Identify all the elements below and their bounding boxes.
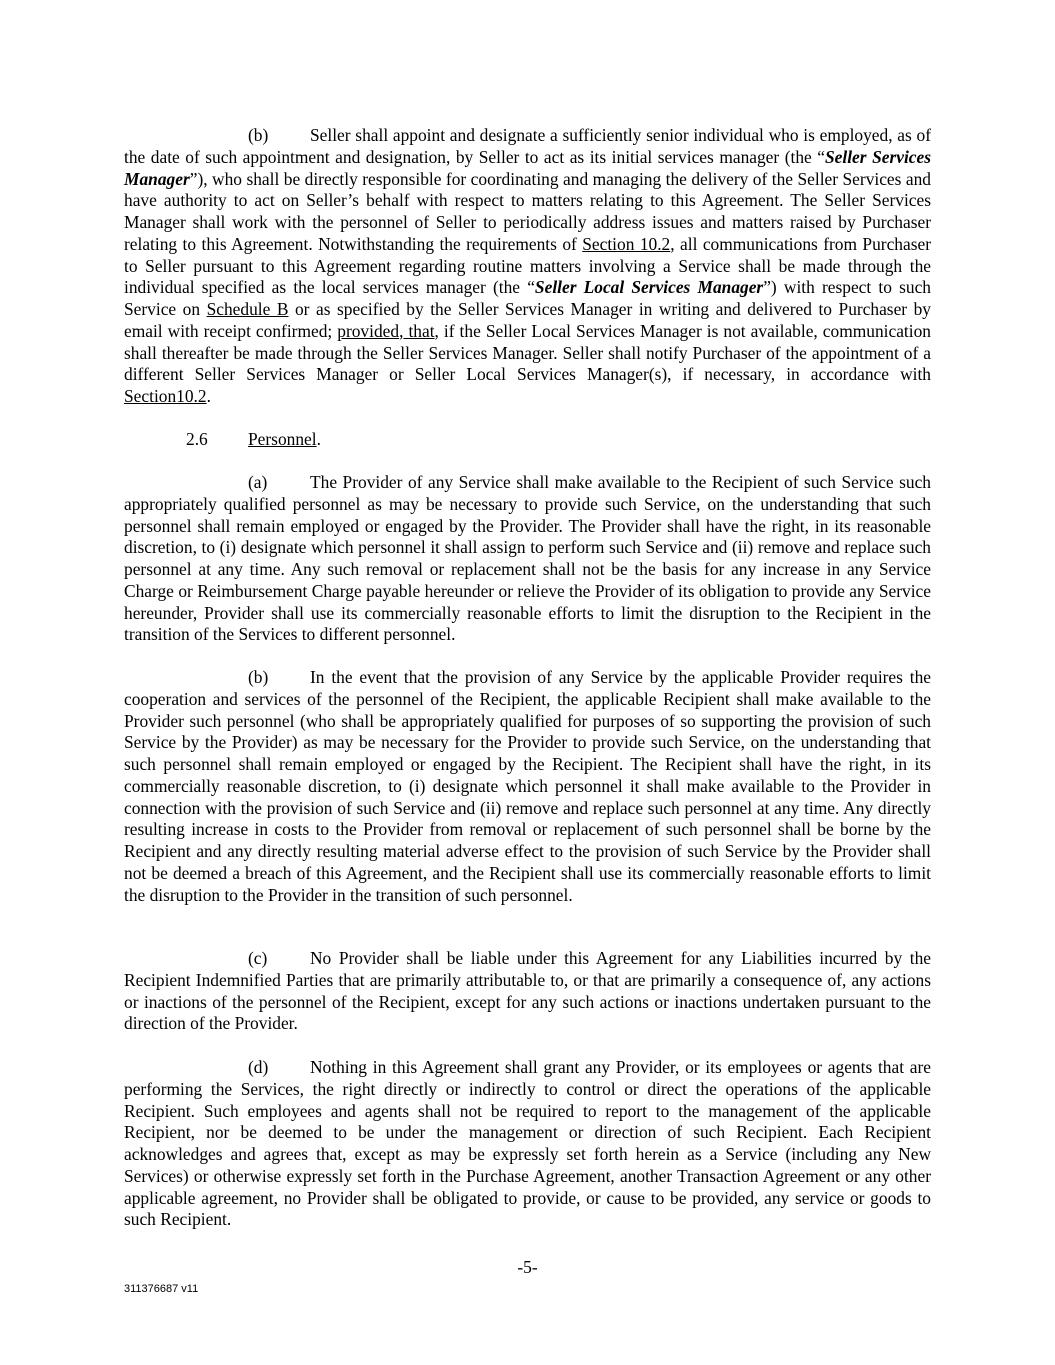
paragraph-text: The Provider of any Service shall make available to the Recipient of such Service such appropriately qualified personnel as may be necessary to provide such Service, on the understanding that such personnel shall remain employed or engaged by the Provider. The Provider shall have the right, in its reasonable discretion, to (i) designate which personnel it shall assign to perform such Service and (ii) remove and replace such personnel at any time. Any such removal or replacement shall not be the basis for any increase in any Service Charge or Reimbursement Charge payable hereunder or relieve the Provider of its obligation to provide any Service hereunder, Provider shall use its commercially reasonable efforts to limit the disruption to the Recipient in the transition of the Services to different personnel. xyxy=(124,472,931,645)
proviso-comma: , xyxy=(399,320,409,341)
paragraph-marker: (a) xyxy=(248,472,268,492)
paragraph-marker: (d) xyxy=(248,1057,269,1077)
defined-term-seller-local-services-manager: Seller Local Services Manager xyxy=(534,277,764,298)
proviso-provided: provided xyxy=(337,320,400,341)
proviso-that: that xyxy=(408,320,435,341)
section-title-period: . xyxy=(316,429,321,449)
section-title: Personnel xyxy=(248,429,317,449)
paragraph-text: , if the Seller Local Services Manager is not available, communication shall thereafter be made through the Seller Services Manager. Seller shall notify Purchaser of the appointment of a different Seller Services Manager or Seller Local Services Manager(s), if necessary, in accordance with xyxy=(124,320,931,385)
section-number: 2.6 xyxy=(186,429,208,449)
paragraph-marker: (b) xyxy=(248,667,269,687)
paragraph-2-5-b xyxy=(124,125,931,408)
paragraph-2-6-a xyxy=(124,472,931,646)
paragraph-marker: (b) xyxy=(248,125,269,145)
paragraph-2-6-d xyxy=(124,1057,931,1231)
paragraph-text: In the event that the provision of any Service by the applicable Provider requires the cooperation and services of the personnel of the Recipient, the applicable Recipient shall make available to the Provider such personnel (who shall be appropriately qualified for purposes of so supporting the provision of such Service by the Provider) as may be necessary for the Provider to provide such Service, on the understanding that such personnel shall remain employed or engaged by the Recipient. The Recipient shall have the right, in its commercially reasonable discretion, to (i) designate which personnel it shall make available to the Provider in connection with the provision of such Service and (ii) remove and replace such personnel at any time. Any directly resulting increase in costs to the Provider from removal or replacement of such personnel shall be borne by the Recipient and any directly resulting material adverse effect to the provision of such Service by the Provider shall not be deemed a breach of this Agreement, and the Recipient shall use its commercially reasonable efforts to limit the disruption to the Provider in the transition of such personnel. xyxy=(124,667,931,905)
cross-reference-section-10-2: Section10.2 xyxy=(124,386,207,406)
paragraph-text: . xyxy=(206,386,211,406)
section-heading-2-6 xyxy=(186,429,321,451)
paragraph-2-6-b xyxy=(124,667,931,906)
paragraph-text: or as specified by the Seller Services Manager in writing and delivered to Purchaser by email with receipt confirmed; xyxy=(124,299,932,341)
paragraph-text: ”) with respect to such Service on xyxy=(124,277,932,319)
cross-reference-section-10-2: Section 10.2 xyxy=(582,233,671,254)
paragraph-marker: (c) xyxy=(248,948,268,968)
paragraph-text: No Provider shall be liable under this Agreement for any Liabilities incurred by the Recipient Indemnified Parties that are primarily attributable to, or that are primarily a consequence of, any actions or inactions of the personnel of the Recipient, except for any such actions or inactions undertaken pursuant to the direction of the Provider. xyxy=(124,948,931,1034)
page-number: -5- xyxy=(517,1257,538,1277)
defined-term-seller-services-manager: Seller Services Manager xyxy=(124,146,931,189)
paragraph-text: Nothing in this Agreement shall grant any Provider, or its employees or agents that are performing the Services, the right directly or indirectly to control or direct the operations of the applicable Recipient. Such employees and agents shall not be required to report to the management of the applicable Recipient, nor be deemed to be under the management or direction of such Recipient. Each Recipient acknowledges and agrees that, except as may be expressly set forth herein as a Service (including any New Services) or otherwise expressly set forth in the Purchase Agreement, another Transaction Agreement or any other applicable agreement, no Provider shall be obligated to provide, or cause to be provided, any service or goods to such Recipient. xyxy=(124,1057,931,1230)
paragraph-text: , all communications from Purchaser to Seller pursuant to this Agreement regarding routine matters involving a Service shall be made through the individual specified as the local services manager (the “ xyxy=(124,233,931,298)
paragraph-2-6-c xyxy=(124,948,931,1035)
paragraph-text: ”), who shall be directly responsible for coordinating and managing the delivery of the Seller Services and have authority to act on Seller’s behalf with respect to matters relating to this Agreement. The Seller Services Manager shall work with the personnel of Seller to periodically address issues and matters raised by Purchaser relating to this Agreement. Notwithstanding the requirements of xyxy=(124,168,931,254)
paragraph-text: Seller shall appoint and designate a sufficiently senior individual who is employed, as of the date of such appointment and designation, by Seller to act as its initial services manager (the “ xyxy=(124,125,931,167)
cross-reference-schedule-b: Schedule B xyxy=(206,299,289,319)
document-id: 311376687 v11 xyxy=(124,1283,199,1295)
